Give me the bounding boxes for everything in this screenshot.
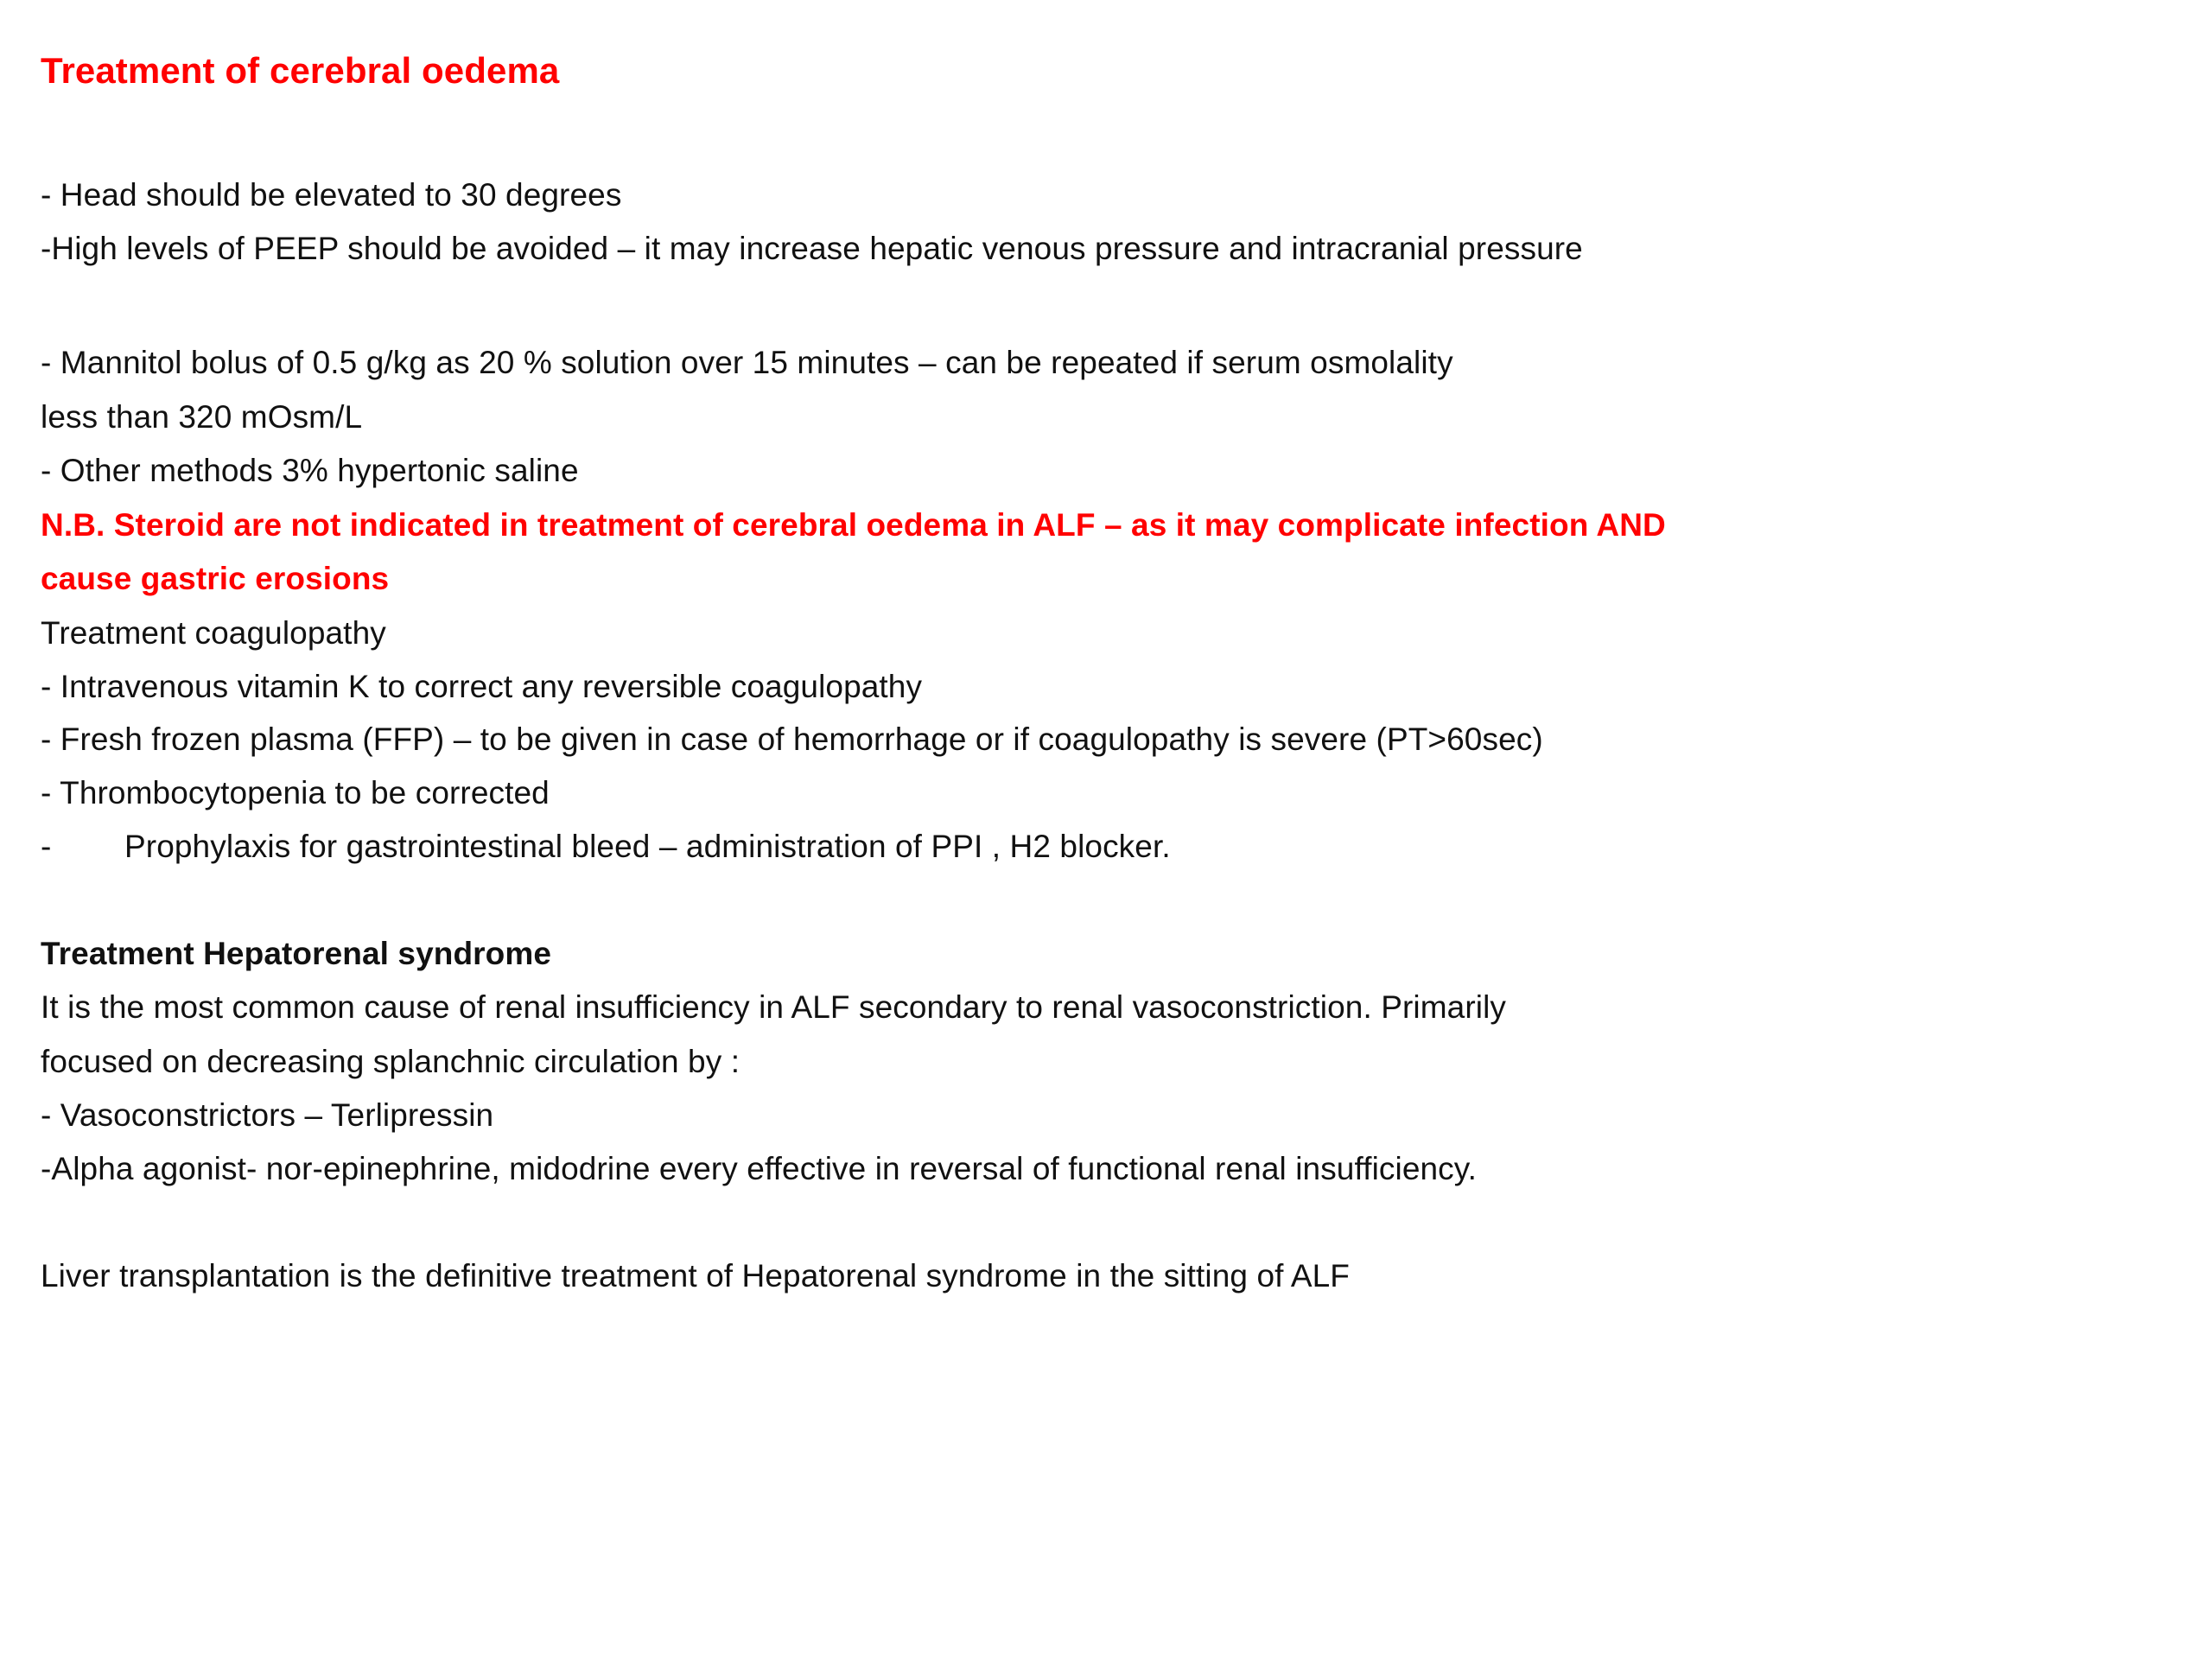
alpha-agonist-text: -Alpha agonist- nor-epinephrine, midodrine every effective in reversal of functional renal insufficiency. [41,1151,1478,1186]
prophylaxis-list-item [41,828,1171,866]
other-methods-text: - Other methods 3% hypertonic saline [41,453,579,488]
vitamin-k-text: - Intravenous vitamin K to correct any reversible coagulopathy [41,669,923,704]
hepatorenal-intro-line-1: It is the most common cause of renal insufficiency in ALF secondary to renal vasoconstriction. Primarily [41,989,1506,1025]
transplantation-conclusion: Liver transplantation is the definitive treatment of Hepatorenal syndrome in the sitting of ALF [41,1258,1350,1294]
steroid-note-line-2: cause gastric erosions [41,561,390,596]
vasoconstrictors-text: - Vasoconstrictors – Terlipressin [41,1097,494,1133]
hepatorenal-intro-line-2: focused on decreasing splanchnic circulation by : [41,1044,741,1079]
steroid-note-line-1: N.B. Steroid are not indicated in treatment of cerebral oedema in ALF – as it may complicate infection AND [41,507,1666,543]
list-dash: - [41,829,52,864]
hepatorenal-heading: Treatment Hepatorenal syndrome [41,936,552,971]
peep-text: -High levels of PEEP should be avoided – it may increase hepatic venous pressure and intracranial pressure [41,231,1583,266]
mannitol-text-line-2: less than 320 mOsm/L [41,399,363,435]
slide-title: Treatment of cerebral oedema [41,50,560,91]
ffp-text: - Fresh frozen plasma (FFP) – to be given in case of hemorrhage or if coagulopathy is severe (PT>60sec) [41,721,1543,757]
prophylaxis-text: Prophylaxis for gastrointestinal bleed – administration of PPI , H2 blocker. [124,829,1171,864]
slide [41,0,2166,1659]
mannitol-text-line-1: - Mannitol bolus of 0.5 g/kg as 20 % solution over 15 minutes – can be repeated if serum osmolality [41,345,1453,380]
thrombocytopenia-text: - Thrombocytopenia to be corrected [41,775,550,810]
coagulopathy-heading: Treatment coagulopathy [41,615,386,651]
head-elevation-text: - Head should be elevated to 30 degrees [41,177,622,213]
